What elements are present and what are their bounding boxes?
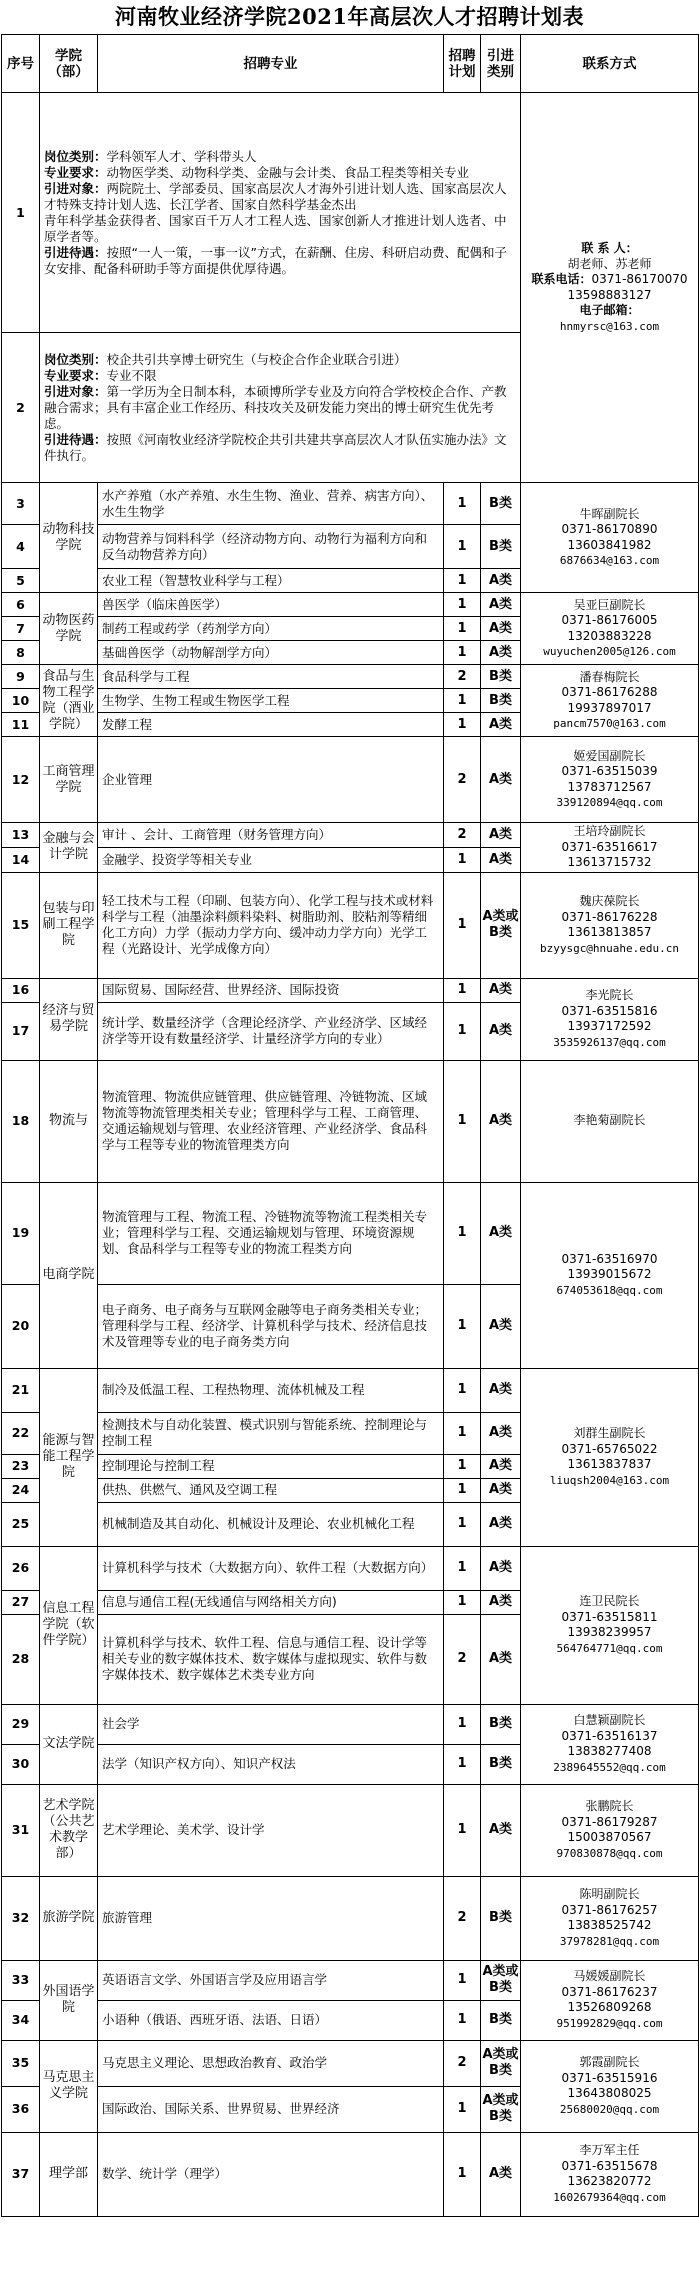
contact-phone-label: 联系电话： xyxy=(531,272,592,286)
contact-line: 0371-63516617 xyxy=(561,839,658,854)
plan-count: 1 xyxy=(444,1590,481,1614)
contact-email-label: 电子邮箱： xyxy=(579,303,640,317)
table-row xyxy=(2,1784,699,1876)
target-text: 第一学历为全日制本科，本硕博所学专业及方向符合学校校企合作、产教融合需求；具有丰富企业工作经历、科技攻关及研发能力突出的博士研究生优先考虑。 xyxy=(44,383,507,431)
category-badge: A类 xyxy=(481,1784,521,1876)
category-badge: A类 xyxy=(481,1368,521,1412)
contact-line: 李光院长 xyxy=(585,988,634,1002)
plan-count: 1 xyxy=(444,1704,481,1744)
plan-count: 2 xyxy=(444,823,481,848)
contact-line: 0371-86176288 xyxy=(561,685,658,699)
row-seq: 3 xyxy=(2,483,40,525)
contact-line: 0371-63515811 xyxy=(561,1609,658,1624)
row-seq: 21 xyxy=(2,1368,40,1412)
header-major: 招聘专业 xyxy=(98,35,444,93)
category-badge: B类 xyxy=(481,1704,521,1744)
header-contact: 联系方式 xyxy=(521,35,699,93)
category-badge: A类 xyxy=(481,617,521,641)
benefits-text: 按照“一人一策，一事一议”方式，在薪酬、住房、科研启动费、配偶和子女安排、配备科研助手等方面提供优厚待遇。 xyxy=(44,244,507,276)
plan-count: 1 xyxy=(444,1002,481,1060)
contact-line: 6876634@163.com xyxy=(559,554,660,567)
contact-line: 1602679364@qq.com xyxy=(553,2190,666,2204)
major-cell: 基础兽医学（动物解剖学方向） xyxy=(98,641,444,665)
plan-count: 1 xyxy=(444,1502,481,1546)
contact-cell xyxy=(521,1182,699,1368)
college-name: 物流与 xyxy=(40,1060,98,1182)
contact-cell xyxy=(521,737,699,823)
plan-count: 1 xyxy=(444,1960,481,2000)
row-seq: 18 xyxy=(2,1060,40,1182)
table-row xyxy=(2,737,699,823)
contact-line: 0371-86176237 xyxy=(561,1984,658,1999)
plan-count: 1 xyxy=(444,1454,481,1478)
row-seq: 34 xyxy=(2,2000,40,2040)
row-seq: 17 xyxy=(2,1002,40,1060)
table-row xyxy=(2,823,699,848)
row-seq: 7 xyxy=(2,617,40,641)
major-cell: 企业管理 xyxy=(98,737,444,823)
category-badge: A类 xyxy=(481,2132,521,2216)
plan-count: 1 xyxy=(444,689,481,713)
category-badge: A类 xyxy=(481,1590,521,1614)
plan-count: 2 xyxy=(444,1614,481,1704)
contact-line: 吴亚巨副院长 xyxy=(573,597,646,612)
category-badge: A类或B类 xyxy=(481,2086,521,2132)
table-row xyxy=(2,1368,699,1412)
contact-line: 0371-63515916 xyxy=(561,2070,658,2085)
contact-line: 0371-86170890 xyxy=(561,522,658,536)
header-college: 学院（部） xyxy=(40,35,98,93)
row-seq: 27 xyxy=(2,1590,40,1614)
plan-count: 1 xyxy=(444,1744,481,1784)
header-seq: 序号 xyxy=(2,35,40,93)
major-cell: 发酵工程 xyxy=(98,713,444,737)
table-row xyxy=(2,2132,699,2216)
target-label: 引进对象： xyxy=(44,383,107,399)
contact-line: 13937172592 xyxy=(567,1019,652,1033)
contact-line: 马媛媛副院长 xyxy=(573,1969,646,1983)
contact-line: 13526809268 xyxy=(567,2000,652,2014)
plan-count: 1 xyxy=(444,1182,481,1284)
contact-line: 951992829@qq.com xyxy=(556,2016,663,2030)
plan-count: 1 xyxy=(444,2132,481,2216)
college-name: 金融与会计学院 xyxy=(40,823,98,873)
row-seq: 26 xyxy=(2,1546,40,1590)
category-badge: A类 xyxy=(481,1546,521,1590)
plan-count: 1 xyxy=(444,617,481,641)
contact-line: 339120894@qq.com xyxy=(556,796,663,809)
contact-line: 郭霞副院长 xyxy=(579,2055,640,2069)
category-badge: A类 xyxy=(481,978,521,1002)
major-cell: 物流管理与工程、物流工程、冷链物流等物流工程类相关专业；管理科学与工程、交通运输规划与管理、环境资源规划、食品科学与工程等专业的物流工程类方向 xyxy=(98,1182,444,1284)
row-seq: 37 xyxy=(2,2132,40,2216)
target-label: 引进对象： xyxy=(44,180,107,196)
row-seq: 13 xyxy=(2,823,40,848)
college-name: 旅游学院 xyxy=(40,1876,98,1960)
college-name: 工商管理学院 xyxy=(40,737,98,823)
contact-line: 连卫民院长 xyxy=(579,1594,640,1608)
contact-line: 0371-63516137 xyxy=(561,1728,658,1743)
contact-line: 魏庆葆院长 xyxy=(579,894,640,908)
contact-cell xyxy=(521,483,699,593)
table-row xyxy=(2,93,699,333)
major-cell: 金融学、投资学等相关专业 xyxy=(98,847,444,872)
category-badge: A类 xyxy=(481,569,521,593)
major-requirement-label: 专业要求： xyxy=(44,164,107,180)
contact-line: 970830878@qq.com xyxy=(556,1846,663,1860)
row-seq: 1 xyxy=(2,93,40,333)
category-badge: A类 xyxy=(481,847,521,872)
contact-line: 0371-63515039 xyxy=(561,764,658,778)
table-row xyxy=(2,872,699,978)
category-badge: B类 xyxy=(481,689,521,713)
college-name: 文法学院 xyxy=(40,1704,98,1784)
category-badge: A类或B类 xyxy=(481,872,521,978)
contact-line: 0371-86176005 xyxy=(561,613,658,627)
major-requirement-text: 专业不限 xyxy=(106,367,157,383)
category-badge: B类 xyxy=(481,483,521,525)
contact-line: 3535926137@qq.com xyxy=(553,1035,666,1049)
major-cell: 制药工程或药学（药剂学方向） xyxy=(98,617,444,641)
major-requirement-label: 专业要求： xyxy=(44,367,107,383)
plan-count: 2 xyxy=(444,1876,481,1960)
table-row xyxy=(2,2040,699,2086)
contact-person-names: 胡老师、苏老师 xyxy=(567,256,652,271)
category-badge: A类 xyxy=(481,713,521,737)
category-badge: A类 xyxy=(481,1182,521,1284)
row-seq: 31 xyxy=(2,1784,40,1876)
row-seq: 15 xyxy=(2,872,40,978)
row-seq: 5 xyxy=(2,569,40,593)
plan-count: 1 xyxy=(444,978,481,1002)
plan-count: 1 xyxy=(444,847,481,872)
contact-line: 牛晖副院长 xyxy=(579,506,640,521)
recruitment-table xyxy=(1,34,699,2217)
category-badge: A类 xyxy=(481,1454,521,1478)
category-badge: A类 xyxy=(481,1502,521,1546)
major-cell: 国际贸易、国际经营、世界经济、国际投资 xyxy=(98,978,444,1002)
category-badge: A类或B类 xyxy=(481,2040,521,2086)
table-header-row xyxy=(2,35,699,93)
contact-line: 0371-63516970 xyxy=(561,1251,658,1266)
contact-phone: 0371-86170070 xyxy=(591,272,688,286)
college-name: 能源与智能工程学院 xyxy=(40,1368,98,1546)
major-cell: 审计 、会计、工商管理（财务管理方向） xyxy=(98,823,444,848)
contact-cell xyxy=(521,1960,699,2040)
college-name: 信息工程学院（软件学院） xyxy=(40,1546,98,1704)
plan-count: 1 xyxy=(444,1284,481,1368)
contact-line: 13838525742 xyxy=(567,1918,652,1932)
plan-count: 1 xyxy=(444,1784,481,1876)
plan-count: 1 xyxy=(444,713,481,737)
category-badge: A类 xyxy=(481,641,521,665)
table-row xyxy=(2,1876,699,1960)
category-badge: A类 xyxy=(481,1060,521,1182)
table-row xyxy=(2,483,699,525)
category-badge: A类 xyxy=(481,1412,521,1454)
contact-cell xyxy=(521,1060,699,1182)
contact-line: 13603841982 xyxy=(567,537,652,552)
plan-count: 1 xyxy=(444,483,481,525)
row-seq: 32 xyxy=(2,1876,40,1960)
table-row xyxy=(2,665,699,689)
major-cell: 制冷及低温工程、工程热物理、流体机械及工程 xyxy=(98,1368,444,1412)
major-cell: 供热、供燃气、通风及空调工程 xyxy=(98,1478,444,1502)
category-badge: B类 xyxy=(481,1876,521,1960)
category-badge: A类 xyxy=(481,1284,521,1368)
contact-line: 13783712567 xyxy=(567,779,652,794)
category-badge: A类 xyxy=(481,823,521,848)
college-name: 食品与生物工程学院（酒业学院） xyxy=(40,665,98,737)
row-seq: 6 xyxy=(2,593,40,617)
major-cell: 计算机科学与技术、软件工程、信息与通信工程、设计学等相关专业的数字媒体技术、数字媒体与虚拟现实、软件与数字媒体技术、数字媒体艺术类专业方向 xyxy=(98,1614,444,1704)
shared-contact-cell xyxy=(521,93,699,483)
major-cell: 机械制造及其自动化、机械设计及理论、农业机械化工程 xyxy=(98,1502,444,1546)
contact-line: 37978281@qq.com xyxy=(559,1934,660,1948)
contact-email: hnmyrsc@163.com xyxy=(559,319,660,333)
position-category-text: 学科领军人才、学科带头人 xyxy=(106,148,257,164)
contact-line: 19937897017 xyxy=(567,700,652,715)
row-seq: 35 xyxy=(2,2040,40,2086)
contact-cell xyxy=(521,1368,699,1546)
table-row xyxy=(2,1182,699,1284)
major-cell: 兽医学（临床兽医学） xyxy=(98,593,444,617)
position-category-text: 校企共引共享博士研究生（与校企合作企业联合引进） xyxy=(106,351,407,367)
major-cell: 控制理论与控制工程 xyxy=(98,1454,444,1478)
major-cell: 社会学 xyxy=(98,1704,444,1744)
leading-talent-description xyxy=(40,93,521,333)
contact-line: 王培玲副院长 xyxy=(573,824,646,838)
contact-cell xyxy=(521,1546,699,1704)
header-count: 招聘计划 xyxy=(444,35,481,93)
major-cell: 旅游管理 xyxy=(98,1876,444,1960)
contact-cell xyxy=(521,1876,699,1960)
contact-line: 13938239957 xyxy=(567,1625,652,1639)
college-name: 外国语学院 xyxy=(40,1960,98,2040)
contact-line: liuqsh2004@163.com xyxy=(549,1473,670,1487)
row-seq: 19 xyxy=(2,1182,40,1284)
table-row xyxy=(2,1704,699,1744)
plan-count: 1 xyxy=(444,2086,481,2132)
row-seq: 28 xyxy=(2,1614,40,1704)
major-cell: 法学（知识产权方向）、知识产权法 xyxy=(98,1744,444,1784)
plan-count: 1 xyxy=(444,2000,481,2040)
plan-count: 2 xyxy=(444,2040,481,2086)
contact-line: 0371-65765022 xyxy=(561,1441,658,1456)
category-badge: A类或B类 xyxy=(481,1960,521,2000)
contact-line: 13939015672 xyxy=(567,1267,652,1282)
row-seq: 12 xyxy=(2,737,40,823)
contact-line: 0371-63515816 xyxy=(561,1003,658,1018)
joint-phd-description xyxy=(40,333,521,483)
table-row xyxy=(2,593,699,617)
category-badge: A类 xyxy=(481,593,521,617)
contact-line: 15003870567 xyxy=(567,1830,652,1844)
contact-line: 13623820772 xyxy=(567,2174,652,2188)
contact-cell xyxy=(521,1704,699,1784)
major-cell: 小语种（俄语、西班牙语、法语、日语） xyxy=(98,2000,444,2040)
contact-line: 13203883228 xyxy=(567,628,652,643)
plan-count: 2 xyxy=(444,665,481,689)
position-category-label: 岗位类别： xyxy=(44,148,107,164)
row-seq: 20 xyxy=(2,1284,40,1368)
plan-count: 1 xyxy=(444,1060,481,1182)
contact-line: 13643808025 xyxy=(567,2086,652,2100)
contact-line: 姬爱国副院长 xyxy=(573,748,646,763)
contact-line: 564764771@qq.com xyxy=(556,1641,663,1655)
row-seq: 22 xyxy=(2,1412,40,1454)
contact-cell xyxy=(521,2040,699,2132)
row-seq: 16 xyxy=(2,978,40,1002)
category-badge: A类 xyxy=(481,1478,521,1502)
college-name: 动物医药学院 xyxy=(40,593,98,665)
major-cell: 生物学、生物工程或生物医学工程 xyxy=(98,689,444,713)
contact-cell xyxy=(521,2132,699,2216)
major-cell: 电子商务、电子商务与互联网金融等电子商务类相关专业；管理科学与工程、经济学、计算机科学与技术、经济信息技术及管理等专业的电子商务类方向 xyxy=(98,1284,444,1368)
contact-line: 2389645552@qq.com xyxy=(553,1760,666,1774)
contact-cell xyxy=(521,823,699,873)
plan-count: 1 xyxy=(444,872,481,978)
row-seq: 33 xyxy=(2,1960,40,2000)
contact-line: 白慧颖副院长 xyxy=(573,1713,646,1727)
table-row xyxy=(2,1060,699,1182)
major-cell: 英语语言文学、外国语言学及应用语言学 xyxy=(98,1960,444,2000)
benefits-label: 引进待遇： xyxy=(44,431,107,447)
row-seq: 30 xyxy=(2,1744,40,1784)
college-name: 马克思主义学院 xyxy=(40,2040,98,2132)
contact-cell xyxy=(521,978,699,1060)
major-cell: 轻工技术与工程（印刷、包装方向）、化学工程与技术或材料科学与工程（油墨涂料颜料染料、树脂助剂、胶粘剂等精细化工方向）力学（振动力学方向、缓冲动力学方向）光学工程（光路设计、光学成像方向） xyxy=(98,872,444,978)
table-row xyxy=(2,1960,699,2000)
college-name: 动物科技学院 xyxy=(40,483,98,593)
major-cell: 信息与通信工程(无线通信与网络相关方向) xyxy=(98,1590,444,1614)
plan-count: 1 xyxy=(444,593,481,617)
target-text-continued: 青年科学基金获得者、国家百千万人才工程人选、国家创新人才推进计划人选者、中原学者等。 xyxy=(44,212,507,244)
plan-count: 1 xyxy=(444,1368,481,1412)
row-seq: 23 xyxy=(2,1454,40,1478)
contact-line: 张鹏院长 xyxy=(585,1799,634,1813)
plan-count: 1 xyxy=(444,1412,481,1454)
major-cell: 检测技术与自动化装置、模式识别与智能系统、控制理论与控制工程 xyxy=(98,1412,444,1454)
category-badge: A类 xyxy=(481,1614,521,1704)
row-seq: 11 xyxy=(2,713,40,737)
major-cell: 食品科学与工程 xyxy=(98,665,444,689)
college-name: 包装与印刷工程学院 xyxy=(40,872,98,978)
contact-line: 陈明副院长 xyxy=(579,1887,640,1901)
plan-count: 1 xyxy=(444,569,481,593)
benefits-label: 引进待遇： xyxy=(44,244,107,260)
plan-count: 1 xyxy=(444,1478,481,1502)
contact-line: 0371-63515678 xyxy=(561,2158,658,2173)
contact-line: wuyuchen2005@126.com xyxy=(543,645,676,658)
college-name: 经济与贸易学院 xyxy=(40,978,98,1060)
row-seq: 8 xyxy=(2,641,40,665)
row-seq: 10 xyxy=(2,689,40,713)
row-seq: 29 xyxy=(2,1704,40,1744)
contact-line: 25680020@qq.com xyxy=(559,2102,660,2116)
category-badge: A类 xyxy=(481,1002,521,1060)
major-cell: 国际政治、国际关系、世界贸易、世界经济 xyxy=(98,2086,444,2132)
college-name: 艺术学院（公共艺术教学部） xyxy=(40,1784,98,1876)
major-cell: 物流管理、物流供应链管理、供应链管理、冷链物流、区域物流等物流管理类相关专业；管理科学与工程、工商管理、交通运输规划与管理、农业经济管理、产业经济学、食品科学与工程等专业的物流管理类方向 xyxy=(98,1060,444,1182)
category-badge: A类 xyxy=(481,737,521,823)
category-badge: B类 xyxy=(481,1744,521,1784)
major-cell: 艺术学理论、美术学、设计学 xyxy=(98,1784,444,1876)
page-title: 河南牧业经济学院2021年高层次人才招聘计划表 xyxy=(115,4,584,29)
contact-line: 李万军主任 xyxy=(579,2143,640,2157)
major-cell: 数学、统计学（理学） xyxy=(98,2132,444,2216)
contact-line: 674053618@qq.com xyxy=(556,1283,663,1297)
contact-person-label: 联 系 人： xyxy=(581,241,638,255)
major-cell: 水产养殖（水产养殖、水生生物、渔业、营养、病害方向）、水生生物学 xyxy=(98,483,444,525)
contact-line: 13838277408 xyxy=(567,1744,652,1758)
contact-line: bzyysgc@hnuahe.edu.cn xyxy=(539,941,680,955)
row-seq: 25 xyxy=(2,1502,40,1546)
row-seq: 4 xyxy=(2,525,40,569)
contact-cell xyxy=(521,593,699,665)
contact-line: 李艳菊副院长 xyxy=(573,1113,646,1128)
college-name: 理学部 xyxy=(40,2132,98,2216)
plan-count: 1 xyxy=(444,641,481,665)
contact-line: 潘春梅院长 xyxy=(579,669,640,684)
college-name: 电商学院 xyxy=(40,1182,98,1368)
plan-count: 2 xyxy=(444,737,481,823)
contact-mobile: 13598883127 xyxy=(567,287,652,302)
contact-line: pancm7570@163.com xyxy=(553,717,666,730)
table-row xyxy=(2,1546,699,1590)
contact-cell xyxy=(521,1784,699,1876)
plan-count: 1 xyxy=(444,525,481,569)
contact-line: 0371-86176257 xyxy=(561,1902,658,1917)
contact-cell xyxy=(521,872,699,978)
contact-line: 13613813857 xyxy=(567,925,652,939)
contact-line: 13613837837 xyxy=(567,1457,652,1471)
contact-line: 0371-86179287 xyxy=(561,1814,658,1829)
position-category-label: 岗位类别： xyxy=(44,351,107,367)
category-badge: B类 xyxy=(481,665,521,689)
major-cell: 统计学、数量经济学（含理论经济学、产业经济学、区域经济学等开设有数量经济学、计量经济学方向的专业） xyxy=(98,1002,444,1060)
category-badge: B类 xyxy=(481,525,521,569)
row-seq: 2 xyxy=(2,333,40,483)
plan-count: 1 xyxy=(444,1546,481,1590)
benefits-text: 按照《河南牧业经济学院校企共引共建共享高层次人才队伍实施办法》文件执行。 xyxy=(44,431,507,463)
target-text: 两院院士、学部委员、国家高层次人才海外引进计划人选、国家高层次人才特殊支持计划人选、长江学者、国家自然科学基金杰出 xyxy=(44,180,507,212)
row-seq: 9 xyxy=(2,665,40,689)
contact-line: 0371-86176228 xyxy=(561,909,658,924)
table-row xyxy=(2,978,699,1002)
row-seq: 14 xyxy=(2,847,40,872)
category-badge: B类 xyxy=(481,2000,521,2040)
major-cell: 动物营养与饲料科学（经济动物方向、动物行为福利方向和反刍动物营养方向） xyxy=(98,525,444,569)
contact-cell xyxy=(521,665,699,737)
header-category: 引进类别 xyxy=(481,35,521,93)
contact-line: 刘群生副院长 xyxy=(573,1426,646,1440)
major-cell: 计算机科学与技术（大数据方向）、软件工程（大数据方向） xyxy=(98,1546,444,1590)
major-cell: 马克思主义理论、思想政治教育、政治学 xyxy=(98,2040,444,2086)
major-requirement-text: 动物医学类、动物科学类、金融与会计类、食品工程类等相关专业 xyxy=(106,164,470,180)
major-cell: 农业工程（智慧牧业科学与工程） xyxy=(98,569,444,593)
row-seq: 24 xyxy=(2,1478,40,1502)
contact-line: 13613715732 xyxy=(567,855,652,869)
row-seq: 36 xyxy=(2,2086,40,2132)
